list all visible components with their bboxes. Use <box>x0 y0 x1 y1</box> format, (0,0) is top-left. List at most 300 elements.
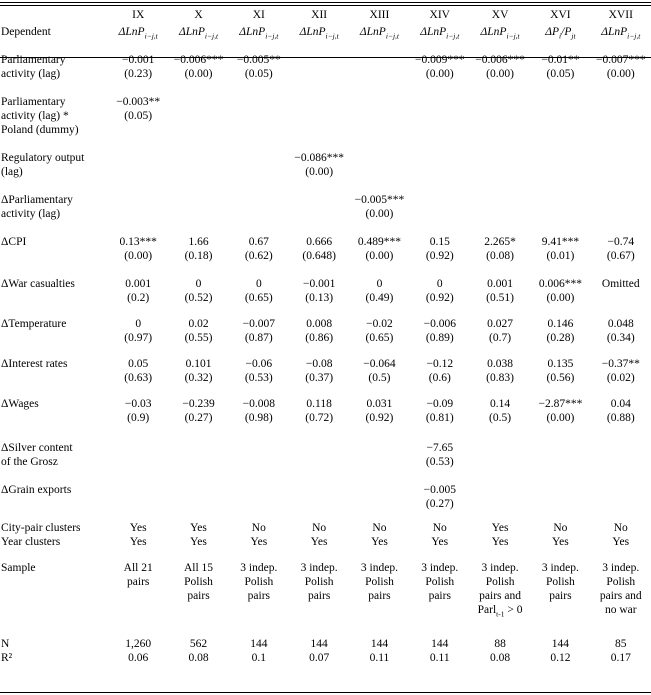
p-value: (0.88) <box>606 412 635 424</box>
column-label <box>410 8 470 25</box>
estimate-cell <box>108 95 168 151</box>
column-numeral: XIV <box>429 9 450 21</box>
column-numeral: XVII <box>608 9 633 21</box>
coefficient: −0.005 <box>423 484 456 496</box>
estimate-cell <box>410 483 470 521</box>
p-value: (0.01) <box>546 250 575 262</box>
estimate-cell <box>410 151 470 193</box>
coefficient: −7.65 <box>426 442 454 454</box>
n-row <box>0 633 651 651</box>
estimate-cell <box>108 235 168 277</box>
estimate-cell <box>108 357 168 397</box>
regression-table <box>0 8 651 665</box>
coefficient: 0.006*** <box>538 278 582 290</box>
coefficient: −0.37** <box>601 358 640 370</box>
row-label-line: activity (lag) * <box>1 110 69 122</box>
coefficient: −0.06 <box>245 358 273 370</box>
column-numeral: X <box>194 9 203 21</box>
sample-cell <box>591 561 651 633</box>
observations: 144 <box>431 638 449 650</box>
dependent-variable <box>530 25 590 49</box>
estimate-cell <box>591 397 651 441</box>
dependent-variable <box>108 25 168 49</box>
coefficient: −0.064 <box>363 358 396 370</box>
dependent-variable <box>229 25 289 49</box>
coefficient: 0.001 <box>487 278 514 290</box>
p-value: (0.34) <box>606 332 635 344</box>
dependent-symbol: ΔLnP <box>178 26 205 38</box>
column-label <box>349 8 409 25</box>
citypair-cluster-value: No <box>251 522 266 534</box>
p-value: (0.08) <box>486 250 514 262</box>
citypair-cluster-value: Yes <box>129 522 147 534</box>
estimate-cell <box>470 151 530 193</box>
variable-row <box>0 441 651 483</box>
row-label-line: Parliamentary <box>1 96 66 108</box>
clusters-cell <box>289 521 349 561</box>
coefficient: 0.666 <box>306 236 333 248</box>
estimate-cell <box>168 483 228 521</box>
citypair-cluster-value: No <box>312 522 327 534</box>
estimate-cell <box>289 277 349 317</box>
coefficient: 0.13*** <box>119 236 157 248</box>
r2-label: R² <box>1 652 13 664</box>
estimate-cell <box>289 151 349 193</box>
estimate-cell <box>229 53 289 95</box>
p-value: (0.87) <box>244 332 273 344</box>
estimate-cell <box>229 95 289 151</box>
r2-row <box>0 651 651 665</box>
row-label <box>0 561 108 633</box>
row-label-line: ΔSilver content <box>1 442 73 454</box>
estimate-cell <box>229 277 289 317</box>
p-value: (0.65) <box>365 332 394 344</box>
variable-row <box>0 317 651 357</box>
sample-line: Polish <box>606 576 636 588</box>
r-squared: 0.1 <box>251 652 267 664</box>
coefficient: Omitted <box>601 278 640 290</box>
n-cell <box>289 633 349 651</box>
r-squared: 0.07 <box>309 652 330 664</box>
bottom-rule <box>0 692 651 693</box>
estimate-cell <box>229 193 289 235</box>
p-value: (0.00) <box>365 208 394 220</box>
row-label <box>0 277 108 317</box>
coefficient: −2.87*** <box>538 398 583 410</box>
row-label <box>0 53 108 95</box>
p-value: (0.13) <box>305 292 334 304</box>
variable-row <box>0 235 651 277</box>
estimate-cell <box>530 441 590 483</box>
dependent-symbol: ΔLnP <box>239 26 266 38</box>
sample-line: 3 indep. <box>240 562 278 574</box>
estimate-cell <box>349 483 409 521</box>
row-label <box>0 521 108 561</box>
dependent-subscript: i−j,t <box>144 31 158 41</box>
p-value: (0.98) <box>244 412 273 424</box>
row-label <box>0 357 108 397</box>
estimate-cell <box>410 277 470 317</box>
estimate-cell <box>108 441 168 483</box>
coefficient: 0.02 <box>188 318 209 330</box>
dependent-variable <box>591 25 651 49</box>
estimate-cell <box>168 397 228 441</box>
row-label <box>0 441 108 483</box>
coefficient: −0.006*** <box>173 54 224 66</box>
column-numeral: XVI <box>550 9 571 21</box>
coefficient: 0.67 <box>248 236 269 248</box>
r-squared: 0.12 <box>550 652 571 664</box>
column-header-row <box>0 8 651 25</box>
p-value: (0.00) <box>546 412 575 424</box>
estimate-cell <box>530 53 590 95</box>
observations: 144 <box>551 638 570 650</box>
sample-line: 3 indep. <box>481 562 519 574</box>
estimate-cell <box>349 95 409 151</box>
observations: 85 <box>615 638 627 650</box>
observations: 88 <box>494 638 506 650</box>
p-value: (0.67) <box>606 250 635 262</box>
variable-row <box>0 357 651 397</box>
column-label <box>289 8 349 25</box>
n-cell <box>410 633 470 651</box>
estimate-cell <box>289 397 349 441</box>
dependent-variable <box>289 25 349 49</box>
n-cell <box>168 633 228 651</box>
sample-line: Polish <box>365 576 394 588</box>
estimate-cell <box>168 193 228 235</box>
estimate-cell <box>108 397 168 441</box>
sample-line: no war <box>604 604 637 616</box>
dependent-subscript: i <box>559 31 562 41</box>
sample-line: 3 indep. <box>421 562 459 574</box>
sample-line: 3 indep. <box>602 562 640 574</box>
sample-line: pairs <box>549 590 572 602</box>
p-value: (0.05) <box>124 110 153 122</box>
coefficient: −0.003** <box>116 96 161 108</box>
p-value: (0.92) <box>425 292 454 304</box>
clusters-cell <box>470 521 530 561</box>
column-label <box>591 8 651 25</box>
p-value: (0.9) <box>127 412 150 424</box>
p-value: (0.28) <box>546 332 575 344</box>
estimate-cell <box>349 357 409 397</box>
p-value: (0.72) <box>305 412 334 424</box>
p-value: (0.00) <box>184 68 213 80</box>
estimate-cell <box>168 151 228 193</box>
estimate-cell <box>410 235 470 277</box>
dependent-label: Dependent <box>1 26 51 38</box>
coefficient: 0.05 <box>128 358 149 370</box>
variable-row <box>0 483 651 521</box>
estimate-cell <box>289 483 349 521</box>
coefficient: 0.118 <box>306 398 332 410</box>
p-value: (0.49) <box>365 292 394 304</box>
p-value: (0.02) <box>606 372 635 384</box>
estimate-cell <box>591 357 651 397</box>
coefficient: 0.038 <box>487 358 514 370</box>
header-blank <box>0 8 108 25</box>
p-value: (0.63) <box>124 372 153 384</box>
estimate-cell <box>289 235 349 277</box>
row-label-line: ΔGrain exports <box>1 484 72 496</box>
sample-cell <box>410 561 470 633</box>
r-squared: 0.06 <box>128 652 149 664</box>
estimate-cell <box>229 357 289 397</box>
row-label <box>0 483 108 521</box>
row-label <box>0 95 108 151</box>
coefficient: 0.008 <box>306 318 333 330</box>
estimate-cell <box>168 277 228 317</box>
p-value: (0.00) <box>606 68 635 80</box>
estimate-cell <box>168 441 228 483</box>
clusters-cell <box>229 521 289 561</box>
row-label-line: Poland (dummy) <box>1 124 79 136</box>
p-value: (0.51) <box>486 292 514 304</box>
estimate-cell <box>229 151 289 193</box>
top-rule-double <box>0 5 651 6</box>
estimate-cell <box>530 397 590 441</box>
p-value: (0.89) <box>425 332 454 344</box>
column-label <box>530 8 590 25</box>
row-label-line: activity (lag) <box>1 68 61 80</box>
n-cell <box>591 633 651 651</box>
estimate-cell <box>108 53 168 95</box>
n-cell <box>108 633 168 651</box>
sample-line: Polish <box>425 576 455 588</box>
column-label <box>470 8 530 25</box>
estimate-cell <box>591 193 651 235</box>
coefficient: −0.01** <box>541 54 580 66</box>
sample-line: Polish <box>244 576 274 588</box>
dependent-subscript: i−j,t <box>385 31 399 41</box>
coefficient: 0.027 <box>487 318 514 330</box>
variable-row <box>0 53 651 95</box>
p-value: (0.18) <box>184 250 213 262</box>
sample-row <box>0 561 651 633</box>
observations: 144 <box>250 638 268 650</box>
sample-line: pairs <box>247 590 270 602</box>
row-label <box>0 25 108 49</box>
p-value: (0.55) <box>184 332 213 344</box>
estimate-cell <box>470 441 530 483</box>
estimate-cell <box>591 483 651 521</box>
r-squared: 0.11 <box>429 652 450 664</box>
dependent-subscript: i−j,t <box>265 31 279 41</box>
coefficient: 1.66 <box>188 236 209 248</box>
p-value: (0.00) <box>486 68 514 80</box>
coefficient: −0.008 <box>242 398 276 410</box>
citypair-cluster-value: Yes <box>190 522 207 534</box>
p-value: (0.23) <box>124 68 153 80</box>
r2-cell <box>349 651 409 665</box>
estimate-cell <box>108 193 168 235</box>
variable-row <box>0 95 651 151</box>
citypair-clusters-label: City-pair clusters <box>1 522 81 534</box>
row-label-line: ΔWar casualties <box>1 278 75 290</box>
estimate-cell <box>289 441 349 483</box>
estimate-cell <box>470 53 530 95</box>
r2-cell <box>591 651 651 665</box>
estimate-cell <box>289 317 349 357</box>
r2-cell <box>108 651 168 665</box>
estimate-cell <box>229 441 289 483</box>
estimate-cell <box>108 483 168 521</box>
coefficient: 2.265* <box>484 236 516 248</box>
sample-line: Polish <box>304 576 334 588</box>
coefficient: −0.09 <box>426 398 454 410</box>
estimate-cell <box>349 151 409 193</box>
row-label <box>0 317 108 357</box>
clusters-cell <box>591 521 651 561</box>
estimate-cell <box>168 53 228 95</box>
row-label-line: ΔInterest rates <box>1 358 68 370</box>
estimate-cell <box>229 235 289 277</box>
sample-cell <box>168 561 228 633</box>
p-value: (0.92) <box>425 250 454 262</box>
dependent-subscript: i−j,t <box>325 31 339 41</box>
estimate-cell <box>349 193 409 235</box>
estimate-cell <box>349 277 409 317</box>
coefficient: 0.101 <box>185 358 212 370</box>
n-cell <box>349 633 409 651</box>
sample-line: All 21 <box>123 562 153 574</box>
column-label <box>168 8 228 25</box>
estimate-cell <box>410 317 470 357</box>
citypair-cluster-value: No <box>432 522 447 534</box>
estimate-cell <box>470 397 530 441</box>
estimate-cell <box>168 235 228 277</box>
column-numeral: XI <box>252 9 265 21</box>
coefficient: 0.135 <box>547 358 574 370</box>
clusters-row <box>0 521 651 561</box>
citypair-cluster-value: No <box>613 522 628 534</box>
p-value: (0.2) <box>127 292 150 304</box>
sample-line: 3 indep. <box>360 562 398 574</box>
coefficient: 9.41*** <box>541 236 580 248</box>
dependent-symbol: ΔP <box>545 26 560 38</box>
r-squared: 0.08 <box>188 652 209 664</box>
estimate-cell <box>168 357 228 397</box>
observations: 1,260 <box>125 638 152 650</box>
n-cell <box>470 633 530 651</box>
dependent-subscript: i−j,t <box>627 31 641 41</box>
column-numeral: XIII <box>369 9 390 21</box>
coefficient: −0.001 <box>302 278 336 290</box>
citypair-cluster-value: No <box>553 522 568 534</box>
estimate-cell <box>108 151 168 193</box>
estimate-cell <box>410 397 470 441</box>
clusters-cell <box>108 521 168 561</box>
estimate-cell <box>470 357 530 397</box>
dependent-row <box>0 25 651 49</box>
coefficient: 0 <box>436 278 443 290</box>
coefficient: 0 <box>135 318 142 330</box>
coefficient: −0.08 <box>305 358 333 370</box>
coefficient: 0.048 <box>607 318 634 330</box>
dependent-symbol: ΔLnP <box>601 26 628 38</box>
coefficient: −0.001 <box>122 54 155 66</box>
row-label-line: ΔWages <box>1 398 39 410</box>
n-cell <box>229 633 289 651</box>
sample-line: pairs and <box>479 590 521 602</box>
variable-row <box>0 397 651 441</box>
p-value: (0.05) <box>546 68 575 80</box>
sample-cell <box>349 561 409 633</box>
estimate-cell <box>168 95 228 151</box>
estimate-cell <box>530 357 590 397</box>
observations: 144 <box>370 638 389 650</box>
coefficient: 0 <box>376 278 383 290</box>
estimate-cell <box>289 95 349 151</box>
clusters-cell <box>349 521 409 561</box>
estimate-cell <box>530 483 590 521</box>
estimate-cell <box>530 277 590 317</box>
p-value: (0.97) <box>124 332 153 344</box>
observations: 562 <box>189 638 208 650</box>
row-label-line: ΔTemperature <box>1 318 67 330</box>
r2-cell <box>229 651 289 665</box>
p-value: (0.00) <box>425 68 454 80</box>
p-value: (0.5) <box>368 372 391 384</box>
row-label-line: of the Grosz <box>1 456 58 468</box>
r2-cell <box>470 651 530 665</box>
estimate-cell <box>470 483 530 521</box>
sample-line: pairs <box>127 576 150 588</box>
coefficient: −0.239 <box>182 398 215 410</box>
p-value: (0.37) <box>305 372 334 384</box>
citypair-cluster-value: No <box>372 522 387 534</box>
estimate-cell <box>289 357 349 397</box>
estimate-cell <box>591 277 651 317</box>
dependent-subscript: i−j,t <box>446 31 460 41</box>
n-label: N <box>1 638 10 650</box>
p-value: (0.92) <box>365 412 394 424</box>
sample-line: pairs <box>428 590 451 602</box>
year-cluster-value: Yes <box>612 536 630 548</box>
sample-line: 3 indep. <box>541 562 579 574</box>
year-cluster-value: Yes <box>491 536 509 548</box>
sample-cell <box>229 561 289 633</box>
column-numeral: XII <box>311 9 328 21</box>
dependent-variable <box>349 25 409 49</box>
p-value: (0.5) <box>489 412 512 424</box>
p-value: (0.00) <box>365 250 394 262</box>
sample-line: pairs <box>187 590 210 602</box>
estimate-cell <box>591 235 651 277</box>
coefficient: 0 <box>195 278 202 290</box>
column-label <box>108 8 168 25</box>
dependent-variable <box>168 25 228 49</box>
r2-cell <box>410 651 470 665</box>
sample-line: pairs <box>307 590 331 602</box>
estimate-cell <box>410 95 470 151</box>
row-label <box>0 151 108 193</box>
n-cell <box>530 633 590 651</box>
coefficient: −0.007*** <box>595 54 646 66</box>
row-label-line: Parliamentary <box>1 54 66 66</box>
coefficient: −0.007 <box>242 318 276 330</box>
row-label-line: ΔParliamentary <box>1 194 73 206</box>
coefficient: −0.005** <box>236 54 281 66</box>
estimate-cell <box>530 317 590 357</box>
dependent-subscript: i−j,t <box>506 31 520 41</box>
coefficient: 0 <box>255 278 262 290</box>
year-cluster-value: Yes <box>190 536 207 548</box>
estimate-cell <box>530 95 590 151</box>
estimate-cell <box>591 151 651 193</box>
estimate-cell <box>349 397 409 441</box>
